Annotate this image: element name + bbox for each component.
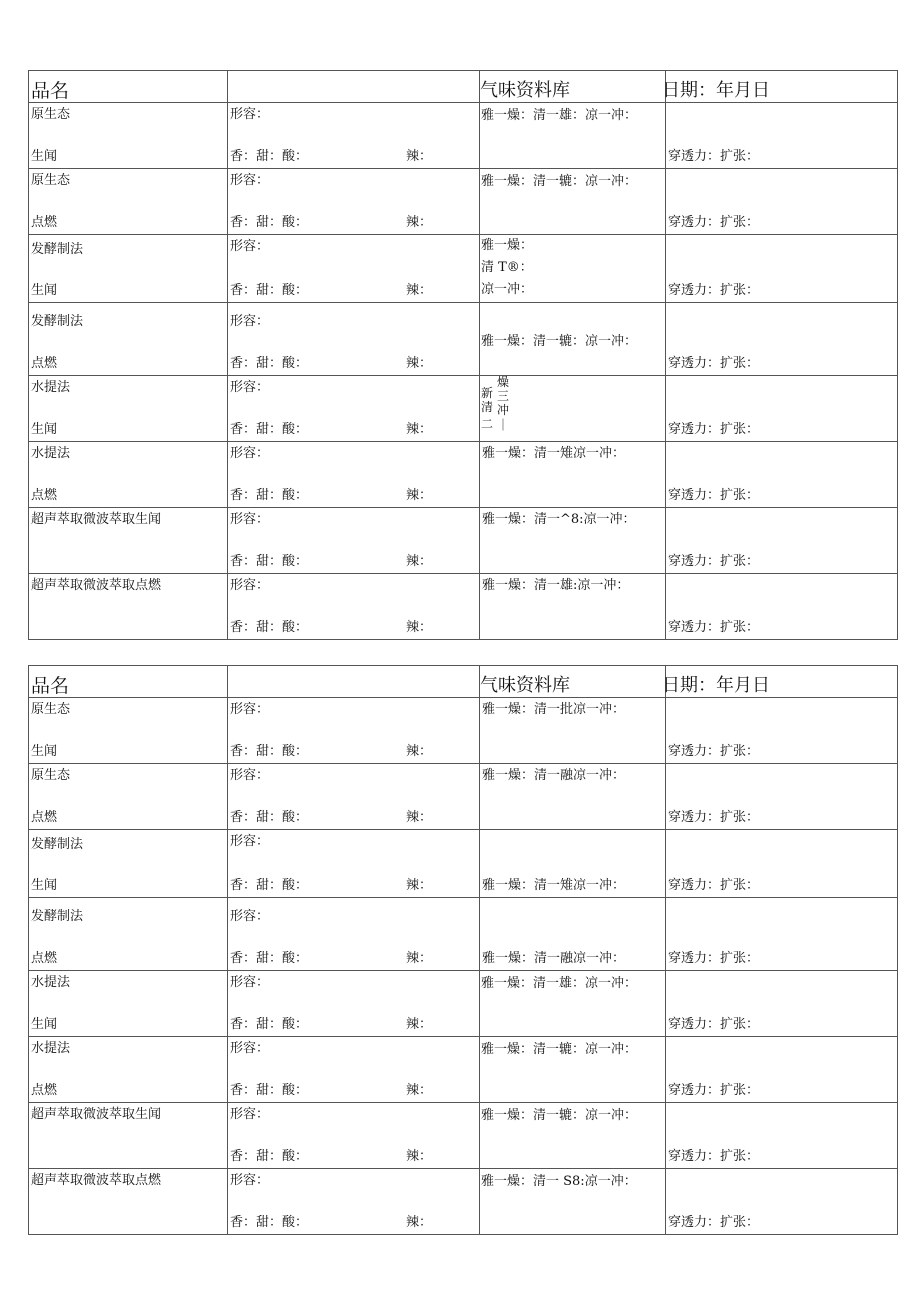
product-name-label: 品名 (31, 80, 70, 102)
method-label: 原生态 (31, 702, 71, 717)
spicy-label: 辣： (406, 951, 433, 966)
table-row (29, 764, 898, 830)
method-label: 原生态 (31, 173, 71, 188)
spicy-label: 辣： (406, 149, 433, 164)
spicy-label: 辣： (406, 422, 433, 437)
table-row (29, 103, 898, 169)
taste-label: 香：甜：酸： (230, 356, 309, 371)
table-row (29, 303, 898, 376)
mode-label: 生闻 (31, 422, 58, 437)
table-row (29, 235, 898, 303)
glyph: 清 (481, 400, 494, 414)
mode-label: 生闻 (31, 283, 58, 298)
mode-label: 生闻 (31, 1017, 58, 1032)
taste-label: 香：甜：酸： (230, 878, 309, 893)
method-label: 超声萃取微波萃取生闻 (31, 1107, 162, 1122)
penetration-label: 穿透力：扩张： (668, 878, 760, 893)
taste-label: 香：甜：酸： (230, 1017, 309, 1032)
method-label: 超声萃取微波萃取点燃 (31, 578, 162, 593)
table-row (29, 1037, 898, 1103)
form-label: 形容： (230, 768, 270, 783)
penetration-label: 穿透力：扩张： (668, 620, 760, 635)
spicy-label: 辣： (406, 215, 433, 230)
penetration-label: 穿透力：扩张： (668, 422, 760, 437)
taste-label: 香：甜：酸： (230, 554, 309, 569)
spicy-label: 辣： (406, 810, 433, 825)
odor-sheet-1 (28, 70, 898, 640)
penetration-label: 穿透力：扩张： (668, 554, 760, 569)
form-label: 形容： (230, 834, 270, 849)
spicy-label: 辣： (406, 356, 433, 371)
form-label: 形容： (230, 512, 270, 527)
table-row (29, 830, 898, 898)
glyph: 新 (481, 386, 494, 400)
spicy-label: 辣： (406, 488, 433, 503)
sheet-title: 气味资料库 (480, 80, 570, 101)
tone-text: 雅一燥：清一雄:凉一冲： (482, 578, 630, 593)
sheet-header (29, 666, 898, 698)
table-row (29, 1103, 898, 1169)
form-label: 形容： (230, 578, 270, 593)
method-label: 水提法 (31, 380, 71, 395)
penetration-label: 穿透力：扩张： (668, 149, 760, 164)
taste-label: 香：甜：酸： (230, 951, 309, 966)
spicy-label: 辣： (406, 554, 433, 569)
form-label: 形容： (230, 909, 270, 924)
mode-label: 点燃 (31, 488, 58, 503)
mode-label: 点燃 (31, 356, 58, 371)
spicy-label: 辣： (406, 1149, 433, 1164)
taste-label: 香：甜：酸： (230, 283, 309, 298)
penetration-label: 穿透力：扩张： (668, 951, 760, 966)
taste-label: 香：甜：酸： (230, 810, 309, 825)
tone-text: 雅一燥：清一雉凉一冲： (482, 446, 626, 461)
method-label: 原生态 (31, 107, 71, 122)
form-label: 形容： (230, 107, 270, 122)
form-label: 形容： (230, 239, 270, 254)
tone-text: 雅一燥：清一雄：凉一冲： (481, 108, 638, 123)
spicy-label: 辣： (406, 1017, 433, 1032)
tone-text: 雅一燥：清一辘：凉一冲： (481, 174, 638, 189)
glyph: 冲 (497, 403, 510, 417)
tone-text (481, 235, 533, 301)
glyph: 三 (497, 389, 510, 403)
table-row (29, 971, 898, 1037)
mode-label: 点燃 (31, 1083, 58, 1098)
penetration-label: 穿透力：扩张： (668, 215, 760, 230)
mode-label: 生闻 (31, 878, 58, 893)
taste-label: 香：甜：酸： (230, 744, 309, 759)
table-row (29, 169, 898, 235)
form-label: 形容： (230, 1107, 270, 1122)
form-label: 形容： (230, 446, 270, 461)
sheet-title: 气味资料库 (480, 675, 570, 696)
tone-text: 雅一燥：清一融凉一冲： (482, 768, 626, 783)
form-label: 形容： (230, 380, 270, 395)
taste-label: 香：甜：酸： (230, 422, 309, 437)
mode-label: 点燃 (31, 810, 58, 825)
method-label: 超声萃取微波萃取生闻 (31, 512, 162, 527)
taste-label: 香：甜：酸： (230, 149, 309, 164)
tone-text: 雅一燥：清一辘：凉一冲： (481, 1108, 638, 1123)
spicy-label: 辣： (406, 1083, 433, 1098)
date-label: 日期：年月日 (662, 80, 770, 101)
mode-label: 生闻 (31, 149, 58, 164)
tone-text: 雅一燥：清一辘：凉一冲： (481, 1042, 638, 1057)
method-label: 超声萃取微波萃取点燃 (31, 1173, 162, 1188)
table-row (29, 1169, 898, 1235)
method-label: 水提法 (31, 1041, 71, 1056)
product-name-label: 品名 (31, 675, 70, 697)
penetration-label: 穿透力：扩张： (668, 1017, 760, 1032)
glyph: 二 (481, 417, 494, 431)
mode-label: 生闻 (31, 744, 58, 759)
garbled-tone-text (480, 376, 514, 440)
table-row (29, 698, 898, 764)
taste-label: 香：甜：酸： (230, 1215, 309, 1230)
tone-text: 雅一燥：清一批凉一冲： (482, 702, 626, 717)
form-label: 形容： (230, 1041, 270, 1056)
form-label: 形容： (230, 975, 270, 990)
method-label: 原生态 (31, 768, 71, 783)
tone-text: 雅一燥：清一 S8:凉一冲： (481, 1174, 637, 1189)
method-label: 水提法 (31, 446, 71, 461)
glyph: ｜ (497, 418, 510, 432)
penetration-label: 穿透力：扩张： (668, 810, 760, 825)
spicy-label: 辣： (406, 744, 433, 759)
spicy-label: 辣： (406, 1215, 433, 1230)
taste-label: 香：甜：酸： (230, 488, 309, 503)
penetration-label: 穿透力：扩张： (668, 744, 760, 759)
taste-label: 香：甜：酸： (230, 1083, 309, 1098)
form-label: 形容： (230, 314, 270, 329)
tone-text: 雅一燥：清一^8:凉一冲： (482, 512, 636, 527)
spicy-label: 辣： (406, 878, 433, 893)
form-label: 形容： (230, 173, 270, 188)
odor-sheet-2 (28, 665, 898, 1235)
tone-text: 雅一燥：清一辘：凉一冲： (481, 334, 638, 349)
mode-label: 点燃 (31, 215, 58, 230)
method-label: 水提法 (31, 975, 71, 990)
glyph: 燥 (497, 375, 510, 389)
mode-label: 点燃 (31, 951, 58, 966)
spicy-label: 辣： (406, 283, 433, 298)
tone-text: 雅一燥：清一雉凉一冲： (482, 878, 626, 893)
tone-line: 清 T®： (481, 260, 533, 275)
table-row (29, 508, 898, 574)
table-row (29, 376, 898, 442)
penetration-label: 穿透力：扩张： (668, 488, 760, 503)
date-label: 日期：年月日 (662, 675, 770, 696)
penetration-label: 穿透力：扩张： (668, 356, 760, 371)
tone-line: 雅一燥： (481, 238, 534, 253)
penetration-label: 穿透力：扩张： (668, 1215, 760, 1230)
table-row (29, 898, 898, 971)
penetration-label: 穿透力：扩张： (668, 1083, 760, 1098)
tone-text: 雅一燥：清一雄：凉一冲： (481, 976, 638, 991)
table-row (29, 574, 898, 640)
method-label: 发酵制法 (31, 909, 84, 924)
form-label: 形容： (230, 702, 270, 717)
penetration-label: 穿透力：扩张： (668, 1149, 760, 1164)
spicy-label: 辣： (406, 620, 433, 635)
form-label: 形容： (230, 1173, 270, 1188)
taste-label: 香：甜：酸： (230, 1149, 309, 1164)
penetration-label: 穿透力：扩张： (668, 283, 760, 298)
method-label: 发酵制法 (31, 314, 84, 329)
method-label: 发酵制法 (31, 242, 84, 257)
taste-label: 香：甜：酸： (230, 215, 309, 230)
table-row (29, 442, 898, 508)
method-label: 发酵制法 (31, 837, 84, 852)
tone-line: 凉一冲： (481, 282, 534, 297)
taste-label: 香：甜：酸： (230, 620, 309, 635)
tone-text: 雅一燥：清一融凉一冲： (482, 951, 626, 966)
sheet-header (29, 71, 898, 103)
